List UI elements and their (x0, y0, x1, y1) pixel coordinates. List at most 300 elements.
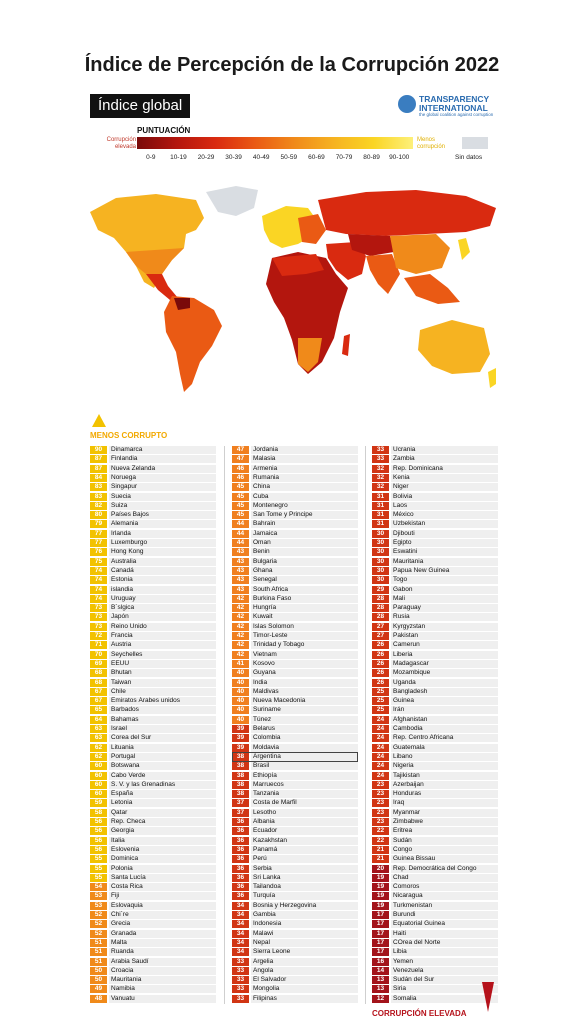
score-cell: 84 (90, 474, 107, 482)
ranking-row (372, 827, 498, 835)
country-cell: South Africa (251, 586, 358, 594)
country-cell: Albania (251, 818, 358, 826)
score-cell: 17 (372, 930, 389, 938)
score-cell: 40 (232, 679, 249, 687)
ranking-row (232, 688, 358, 696)
country-cell: Rep. Dominicana (391, 465, 498, 473)
ranking-row (90, 586, 216, 594)
country-cell: Bangladesh (391, 688, 498, 696)
score-cell: 31 (372, 493, 389, 501)
score-cell: 83 (90, 483, 107, 491)
legend-left-label: Corrupción elevada (106, 137, 136, 150)
country-cell: Georgia (109, 827, 216, 835)
ranking-row (90, 669, 216, 677)
highlight-box (232, 752, 358, 762)
ranking-row (90, 641, 216, 649)
country-cell: Guatemala (391, 744, 498, 752)
score-cell: 27 (372, 632, 389, 640)
ranking-row (372, 948, 498, 956)
ranking-row (372, 706, 498, 714)
country-cell: Azerbaijan (391, 781, 498, 789)
ranking-row (90, 809, 216, 817)
ranking-row (232, 548, 358, 556)
country-cell: Equatorial Guinea (391, 920, 498, 928)
ranking-row (372, 911, 498, 919)
ranking-row (90, 446, 216, 454)
country-cell: Suiza (109, 502, 216, 510)
score-cell: 23 (372, 799, 389, 807)
score-cell: 23 (372, 809, 389, 817)
score-cell: 72 (90, 632, 107, 640)
score-cell: 45 (232, 483, 249, 491)
country-cell: Myanmar (391, 809, 498, 817)
ranking-row (90, 818, 216, 826)
country-cell: Reino Unido (109, 623, 216, 631)
ranking-row (232, 930, 358, 938)
ranking-row (232, 576, 358, 584)
score-cell: 56 (90, 818, 107, 826)
score-cell: 19 (372, 892, 389, 900)
ranking-row (372, 790, 498, 798)
country-cell: Uganda (391, 679, 498, 687)
score-cell: 25 (372, 697, 389, 705)
legend-tick-label: 50-59 (280, 154, 298, 161)
ranking-row (372, 530, 498, 538)
central-america (146, 274, 178, 300)
score-cell: 45 (232, 511, 249, 519)
country-cell: Noruega (109, 474, 216, 482)
country-cell: Mozambique (391, 669, 498, 677)
country-cell: Tanzania (251, 790, 358, 798)
country-cell: Laos (391, 502, 498, 510)
score-cell: 19 (372, 874, 389, 882)
country-cell: España (109, 790, 216, 798)
score-cell: 26 (372, 660, 389, 668)
ranking-row (372, 623, 498, 631)
country-cell: B´slgica (109, 604, 216, 612)
country-cell: Santa Lucía (109, 874, 216, 882)
score-cell: 63 (90, 734, 107, 742)
country-cell: Kyrgyzstan (391, 623, 498, 631)
country-cell: Perú (251, 855, 358, 863)
country-cell: Nueva Zelanda (109, 465, 216, 473)
ranking-row (90, 530, 216, 538)
score-cell: 33 (232, 985, 249, 993)
arrow-up-icon (92, 414, 106, 427)
country-cell: Dominica (109, 855, 216, 863)
country-cell: Zimbabwe (391, 818, 498, 826)
ranking-row (232, 865, 358, 873)
country-cell: Iraq (391, 799, 498, 807)
score-cell: 26 (372, 679, 389, 687)
country-cell: Filipinas (251, 995, 358, 1003)
score-cell: 60 (90, 790, 107, 798)
country-cell: El Salvador (251, 976, 358, 984)
top-label: MENOS CORRUPTO (90, 431, 168, 440)
country-cell: Maldivas (251, 688, 358, 696)
score-cell: 31 (372, 502, 389, 510)
score-cell: 74 (90, 586, 107, 594)
score-cell: 26 (372, 651, 389, 659)
score-cell: 34 (232, 939, 249, 947)
score-cell: 73 (90, 613, 107, 621)
score-cell: 56 (90, 837, 107, 845)
score-cell: 25 (372, 688, 389, 696)
score-cell: 19 (372, 902, 389, 910)
ranking-row (372, 660, 498, 668)
logo-tagline: the global coalition against corruption (419, 112, 494, 117)
score-cell: 24 (372, 734, 389, 742)
country-cell: Oman (251, 539, 358, 547)
country-cell: Ucrania (391, 446, 498, 454)
country-cell: Jordania (251, 446, 358, 454)
ranking-row (90, 595, 216, 603)
score-cell: 40 (232, 716, 249, 724)
ranking-row (372, 762, 498, 770)
score-cell: 34 (232, 902, 249, 910)
score-cell: 75 (90, 558, 107, 566)
ranking-row (232, 725, 358, 733)
ranking-row (232, 651, 358, 659)
country-cell: Yemen (391, 958, 498, 966)
score-cell: 30 (372, 558, 389, 566)
score-cell: 42 (232, 604, 249, 612)
country-cell: Montenegro (251, 502, 358, 510)
score-cell: 37 (232, 809, 249, 817)
score-cell: 24 (372, 716, 389, 724)
country-cell: Jamaica (251, 530, 358, 538)
ranking-row (372, 995, 498, 1003)
country-cell: Mali (391, 595, 498, 603)
score-cell: 42 (232, 651, 249, 659)
ranking-row (232, 604, 358, 612)
country-cell: Congo (391, 846, 498, 854)
score-cell: 77 (90, 530, 107, 538)
ranking-row (90, 455, 216, 463)
ranking-row (232, 874, 358, 882)
ranking-row (90, 781, 216, 789)
ranking-row (372, 865, 498, 873)
score-cell: 44 (232, 530, 249, 538)
ranking-row (372, 511, 498, 519)
ranking-row (90, 948, 216, 956)
country-cell: Kazakhstan (251, 837, 358, 845)
ranking-row (90, 827, 216, 835)
ranking-row (232, 809, 358, 817)
ranking-row (232, 623, 358, 631)
score-cell: 83 (90, 493, 107, 501)
ranking-row (232, 511, 358, 519)
country-cell: Polonia (109, 865, 216, 873)
score-cell: 62 (90, 744, 107, 752)
country-cell: Dinamarca (109, 446, 216, 454)
country-cell: Kosovo (251, 660, 358, 668)
country-cell: Somalia (391, 995, 498, 1003)
score-cell: 53 (90, 892, 107, 900)
ranking-row (90, 548, 216, 556)
score-cell: 24 (372, 725, 389, 733)
score-cell: 76 (90, 548, 107, 556)
score-cell: 28 (372, 613, 389, 621)
country-cell: Sierra Leone (251, 948, 358, 956)
country-cell: Turquía (251, 892, 358, 900)
country-cell: Granada (109, 930, 216, 938)
score-cell: 30 (372, 576, 389, 584)
country-cell: Lesotho (251, 809, 358, 817)
ranking-row (90, 744, 216, 752)
ranking-row (372, 465, 498, 473)
globe-icon (398, 95, 416, 113)
score-cell: 60 (90, 772, 107, 780)
score-cell: 43 (232, 586, 249, 594)
country-cell: Bahrain (251, 520, 358, 528)
ranking-row (372, 651, 498, 659)
country-cell: Rumania (251, 474, 358, 482)
ranking-row (232, 539, 358, 547)
score-cell: 36 (232, 874, 249, 882)
country-cell: Ghana (251, 567, 358, 575)
country-cell: Botswana (109, 762, 216, 770)
ranking-row (232, 892, 358, 900)
score-cell: 71 (90, 641, 107, 649)
ranking-row (90, 623, 216, 631)
score-cell: 30 (372, 548, 389, 556)
ranking-row (90, 725, 216, 733)
country-cell: COrea del Norte (391, 939, 498, 947)
ranking-row (232, 855, 358, 863)
country-cell: Japón (109, 613, 216, 621)
score-cell: 17 (372, 920, 389, 928)
country-cell: Croacia (109, 967, 216, 975)
country-cell: Irán (391, 706, 498, 714)
country-cell: Eslovenia (109, 846, 216, 854)
score-cell: 34 (232, 948, 249, 956)
country-cell: India (251, 679, 358, 687)
score-cell: 40 (232, 688, 249, 696)
ranking-row (372, 967, 498, 975)
score-cell: 36 (232, 892, 249, 900)
country-cell: Rep. Democrática del Congo (391, 865, 498, 873)
score-cell: 67 (90, 697, 107, 705)
country-cell: Pakistan (391, 632, 498, 640)
legend-tick-label: 10-19 (170, 154, 187, 161)
country-cell: Fiji (109, 892, 216, 900)
ranking-row (232, 530, 358, 538)
ranking-row (232, 846, 358, 854)
country-cell: Ecuador (251, 827, 358, 835)
country-cell: Rusia (391, 613, 498, 621)
ranking-row (372, 697, 498, 705)
ranking-row (232, 595, 358, 603)
ranking-row (372, 958, 498, 966)
column-divider (224, 446, 225, 1004)
country-cell: Togo (391, 576, 498, 584)
ranking-row (232, 632, 358, 640)
ranking-row (232, 790, 358, 798)
score-cell: 90 (90, 446, 107, 454)
country-cell: Mauritania (109, 976, 216, 984)
country-cell: Marruecos (251, 781, 358, 789)
legend-tick-label: 0-9 (146, 154, 156, 161)
country-cell: Estonia (109, 576, 216, 584)
country-cell: Brasil (251, 762, 358, 770)
country-cell: Francia (109, 632, 216, 640)
country-cell: S. V. y las Grenadinas (109, 781, 216, 789)
ranking-row (90, 567, 216, 575)
score-cell: 33 (232, 967, 249, 975)
country-cell: Suecia (109, 493, 216, 501)
score-cell: 34 (232, 911, 249, 919)
score-cell: 51 (90, 958, 107, 966)
score-cell: 47 (232, 446, 249, 454)
ranking-row (90, 734, 216, 742)
country-cell: Bahamas (109, 716, 216, 724)
country-cell: Uzbekistan (391, 520, 498, 528)
country-cell: Bolivia (391, 493, 498, 501)
score-cell: 70 (90, 651, 107, 659)
ranking-row (90, 762, 216, 770)
ranking-row (90, 465, 216, 473)
country-cell: Colombia (251, 734, 358, 742)
ranking-row (232, 827, 358, 835)
score-cell: 17 (372, 911, 389, 919)
score-cell: 21 (372, 855, 389, 863)
ranking-row (90, 697, 216, 705)
score-cell: 47 (232, 455, 249, 463)
score-cell: 16 (372, 958, 389, 966)
score-cell: 31 (372, 511, 389, 519)
ranking-row (372, 874, 498, 882)
country-cell: Singapur (109, 483, 216, 491)
madagascar (342, 334, 350, 356)
no-data-swatch (462, 137, 488, 149)
country-cell: Rep. Centro Africana (391, 734, 498, 742)
country-cell: Letonia (109, 799, 216, 807)
score-cell: 58 (90, 809, 107, 817)
ranking-row (232, 716, 358, 724)
country-cell: Gambia (251, 911, 358, 919)
country-cell: México (391, 511, 498, 519)
country-cell: Hong Kong (109, 548, 216, 556)
country-cell: Turkmenistan (391, 902, 498, 910)
country-cell: Mauritania (391, 558, 498, 566)
ranking-row (90, 511, 216, 519)
score-cell: 50 (90, 967, 107, 975)
country-cell: Argentina (251, 753, 358, 761)
legend-tick-label: 80-89 (363, 154, 380, 161)
score-cell: 27 (372, 623, 389, 631)
score-cell: 36 (232, 827, 249, 835)
country-cell: Djibouti (391, 530, 498, 538)
ranking-row (90, 837, 216, 845)
ranking-row (90, 632, 216, 640)
score-cell: 73 (90, 623, 107, 631)
ranking-row (90, 930, 216, 938)
ranking-row (232, 446, 358, 454)
score-cell: 42 (232, 623, 249, 631)
country-cell: Eslovaquia (109, 902, 216, 910)
ranking-row (232, 493, 358, 501)
country-cell: Austria (109, 641, 216, 649)
score-cell: 22 (372, 837, 389, 845)
country-cell: Sri Lanka (251, 874, 358, 882)
ranking-row (232, 455, 358, 463)
score-cell: 62 (90, 753, 107, 761)
ranking-row (372, 725, 498, 733)
score-cell: 30 (372, 567, 389, 575)
ranking-row (232, 920, 358, 928)
score-cell: 33 (232, 995, 249, 1003)
score-cell: 32 (372, 465, 389, 473)
score-cell: 32 (372, 483, 389, 491)
ranking-row (372, 716, 498, 724)
country-cell: Venezuela (391, 967, 498, 975)
ranking-row (372, 493, 498, 501)
score-cell: 74 (90, 567, 107, 575)
country-cell: Mongolia (251, 985, 358, 993)
country-cell: Cuba (251, 493, 358, 501)
country-cell: Kuwait (251, 613, 358, 621)
country-cell: Panamá (251, 846, 358, 854)
score-cell: 19 (372, 883, 389, 891)
score-cell: 40 (232, 706, 249, 714)
country-cell: Chi´re (109, 911, 216, 919)
ranking-row (232, 567, 358, 575)
score-cell: 55 (90, 874, 107, 882)
score-cell: 24 (372, 762, 389, 770)
score-cell: 44 (232, 539, 249, 547)
legend-right-label: Menos corrupción (417, 137, 446, 150)
country-cell: EEUU (109, 660, 216, 668)
score-cell: 56 (90, 827, 107, 835)
score-cell: 36 (232, 818, 249, 826)
score-cell: 42 (232, 632, 249, 640)
legend-tick-label: 20-29 (197, 154, 215, 161)
score-cell: 43 (232, 576, 249, 584)
score-cell: 30 (372, 530, 389, 538)
score-cell: 42 (232, 641, 249, 649)
score-cell: 82 (90, 502, 107, 510)
legend-ticks (137, 154, 413, 164)
ranking-row (232, 799, 358, 807)
ranking-row (90, 613, 216, 621)
ranking-row (372, 744, 498, 752)
score-cell: 38 (232, 772, 249, 780)
country-cell: Barbados (109, 706, 216, 714)
score-cell: 38 (232, 790, 249, 798)
country-cell: Armenia (251, 465, 358, 473)
score-cell: 17 (372, 939, 389, 947)
country-cell: Ruanda (109, 948, 216, 956)
country-cell: Guinea (391, 697, 498, 705)
ranking-row (232, 781, 358, 789)
score-cell: 46 (232, 474, 249, 482)
score-cell: 23 (372, 781, 389, 789)
score-cell: 39 (232, 734, 249, 742)
score-cell: 39 (232, 744, 249, 752)
country-cell: Madagascar (391, 660, 498, 668)
score-cell: 34 (232, 930, 249, 938)
score-cell: 49 (90, 985, 107, 993)
country-cell: Seychelles (109, 651, 216, 659)
index-badge: Índice global (90, 94, 190, 118)
country-cell: Serbia (251, 865, 358, 873)
country-cell: Uruguay (109, 595, 216, 603)
usa (126, 248, 184, 274)
country-cell: Nicaragua (391, 892, 498, 900)
ranking-row (372, 772, 498, 780)
ranking-row (372, 976, 498, 984)
